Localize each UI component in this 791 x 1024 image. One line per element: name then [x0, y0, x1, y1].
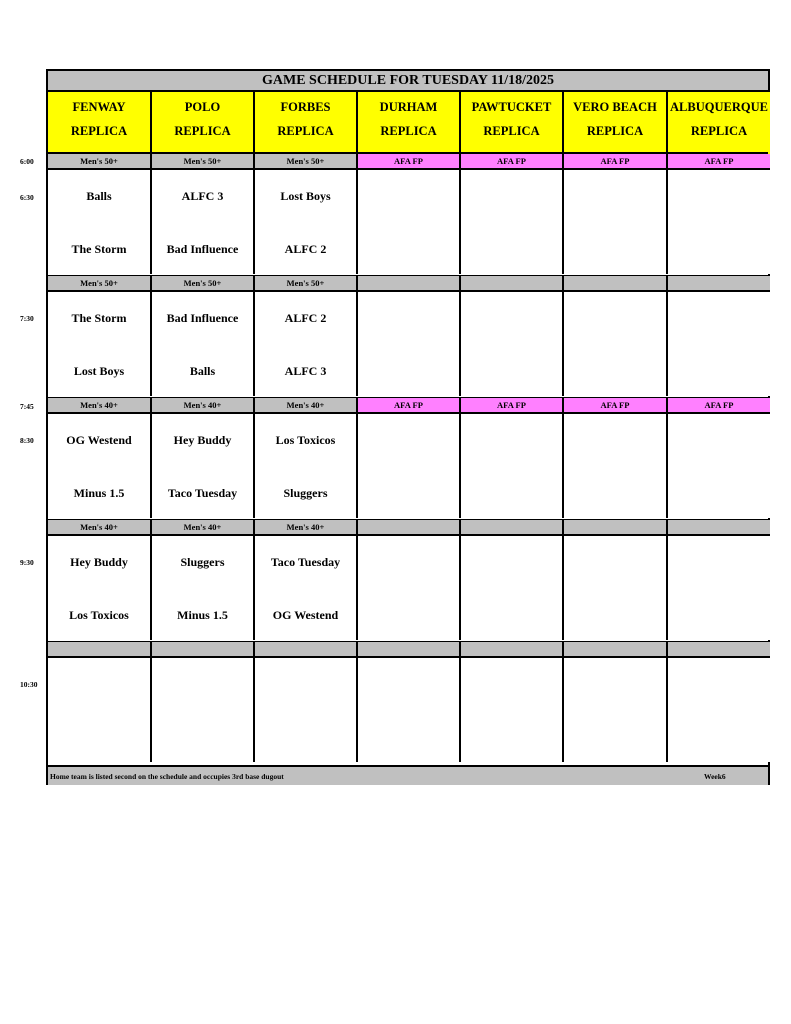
footer-note: Home team is listed second on the schedule and occupies 3rd base dugout — [50, 772, 284, 781]
game-cell — [48, 292, 152, 396]
field-subtitle: REPLICA — [483, 124, 540, 138]
division-label: AFA FP — [461, 154, 564, 168]
field-subtitle: REPLICA — [277, 124, 334, 138]
away-team: ALFC 3 — [181, 189, 224, 203]
division-label — [152, 642, 255, 656]
field-name: FORBES — [280, 100, 331, 114]
home-team: Minus 1.5 — [73, 486, 125, 500]
home-team: Sluggers — [283, 486, 328, 500]
game-cell — [461, 658, 564, 762]
division-label: Men's 40+ — [48, 398, 152, 412]
division-label — [564, 276, 668, 290]
division-band — [48, 154, 770, 168]
away-team: Bad Influence — [166, 311, 239, 325]
home-team: ALFC 3 — [284, 364, 327, 378]
division-label — [358, 520, 461, 534]
division-label — [255, 642, 358, 656]
field-name: POLO — [184, 100, 221, 114]
game-cell — [564, 170, 668, 274]
game-cell — [358, 292, 461, 396]
time-label: 10:30 — [20, 680, 38, 689]
game-slot-row — [48, 170, 770, 274]
time-label: 9:30 — [20, 558, 34, 567]
game-cell — [358, 658, 461, 762]
field-name: PAWTUCKET — [471, 100, 552, 114]
home-team: Taco Tuesday — [167, 486, 238, 500]
away-team: Los Toxicos — [275, 433, 336, 447]
game-cell — [668, 536, 770, 640]
away-team: Lost Boys — [280, 189, 331, 203]
game-cell — [668, 170, 770, 274]
away-team: OG Westend — [66, 433, 132, 447]
game-cell — [255, 170, 358, 274]
division-band — [48, 398, 770, 412]
game-cell — [461, 170, 564, 274]
away-team: ALFC 2 — [284, 311, 327, 325]
division-label: AFA FP — [358, 398, 461, 412]
game-cell — [48, 414, 152, 518]
field-header — [48, 92, 152, 154]
away-team: Hey Buddy — [173, 433, 232, 447]
game-cell — [48, 536, 152, 640]
division-label — [461, 520, 564, 534]
game-cell — [461, 414, 564, 518]
division-label: Men's 50+ — [48, 276, 152, 290]
field-subtitle: REPLICA — [690, 124, 748, 138]
home-team: ALFC 2 — [284, 242, 327, 256]
game-cell — [461, 292, 564, 396]
field-header — [461, 92, 564, 154]
away-team: Sluggers — [180, 555, 225, 569]
division-label — [564, 642, 668, 656]
field-name: VERO BEACH — [573, 100, 657, 114]
home-team: Bad Influence — [166, 242, 239, 256]
game-cell — [48, 170, 152, 274]
home-team: Balls — [189, 364, 216, 378]
time-label: 6:30 — [20, 193, 34, 202]
division-label — [668, 642, 770, 656]
game-cell — [152, 536, 255, 640]
game-cell — [564, 292, 668, 396]
game-cell — [668, 414, 770, 518]
field-name: DURHAM — [379, 100, 438, 114]
game-cell — [255, 658, 358, 762]
division-label: AFA FP — [668, 154, 770, 168]
field-name: FENWAY — [72, 100, 126, 114]
division-label — [461, 642, 564, 656]
game-slot-row — [48, 536, 770, 640]
game-cell — [152, 658, 255, 762]
schedule-table — [46, 69, 770, 785]
game-slot-row — [48, 414, 770, 518]
division-label: Men's 50+ — [255, 154, 358, 168]
game-cell — [564, 536, 668, 640]
division-label — [668, 520, 770, 534]
game-slot-row — [48, 292, 770, 396]
game-cell — [358, 170, 461, 274]
footer-bar — [48, 765, 768, 785]
division-label: Men's 40+ — [255, 398, 358, 412]
away-team: Balls — [86, 189, 112, 203]
division-label: AFA FP — [564, 154, 668, 168]
game-cell — [358, 536, 461, 640]
division-label: AFA FP — [564, 398, 668, 412]
game-cell — [564, 414, 668, 518]
division-band — [48, 276, 770, 290]
home-team: Los Toxicos — [69, 608, 129, 622]
division-label — [564, 520, 668, 534]
field-subtitle: REPLICA — [380, 124, 437, 138]
division-label: Men's 40+ — [48, 520, 152, 534]
game-cell — [255, 536, 358, 640]
field-header — [668, 92, 770, 154]
time-label: 6:00 — [20, 157, 34, 166]
division-label: AFA FP — [668, 398, 770, 412]
game-cell — [152, 170, 255, 274]
away-team: Hey Buddy — [70, 555, 128, 569]
division-label: Men's 50+ — [152, 154, 255, 168]
division-label: Men's 40+ — [255, 520, 358, 534]
game-cell — [668, 658, 770, 762]
home-team: Minus 1.5 — [177, 608, 228, 622]
time-label: 8:30 — [20, 436, 34, 445]
field-subtitle: REPLICA — [174, 124, 231, 138]
week-label: Week6 — [704, 772, 726, 781]
home-team: Lost Boys — [73, 364, 125, 378]
field-subtitle: REPLICA — [586, 124, 644, 138]
home-team: OG Westend — [272, 608, 339, 622]
field-header-row — [48, 92, 770, 154]
game-cell — [152, 414, 255, 518]
time-label: 7:30 — [20, 314, 34, 323]
division-label: Men's 40+ — [152, 398, 255, 412]
division-label — [461, 276, 564, 290]
field-subtitle: REPLICA — [70, 124, 128, 138]
division-label — [358, 642, 461, 656]
division-label: Men's 50+ — [152, 276, 255, 290]
game-cell — [255, 292, 358, 396]
game-cell — [358, 414, 461, 518]
field-header — [564, 92, 668, 154]
division-band — [48, 520, 770, 534]
division-label: Men's 50+ — [48, 154, 152, 168]
division-label — [48, 642, 152, 656]
game-cell — [152, 292, 255, 396]
game-cell — [461, 536, 564, 640]
game-cell — [255, 414, 358, 518]
away-team: The Storm — [71, 311, 127, 325]
division-label — [668, 276, 770, 290]
away-team: Taco Tuesday — [270, 555, 341, 569]
game-cell — [564, 658, 668, 762]
home-team: The Storm — [71, 242, 127, 256]
schedule-title: GAME SCHEDULE FOR TUESDAY 11/18/2025 — [48, 71, 768, 92]
field-header — [152, 92, 255, 154]
game-cell — [48, 658, 152, 762]
division-label: AFA FP — [461, 398, 564, 412]
division-label — [358, 276, 461, 290]
field-header — [255, 92, 358, 154]
game-slot-row — [48, 658, 770, 762]
division-label: Men's 50+ — [255, 276, 358, 290]
field-header — [358, 92, 461, 154]
division-label: Men's 40+ — [152, 520, 255, 534]
time-label: 7:45 — [20, 402, 34, 411]
game-cell — [668, 292, 770, 396]
division-band — [48, 642, 770, 656]
field-name: ALBUQUERQUE — [670, 100, 768, 114]
division-label: AFA FP — [358, 154, 461, 168]
